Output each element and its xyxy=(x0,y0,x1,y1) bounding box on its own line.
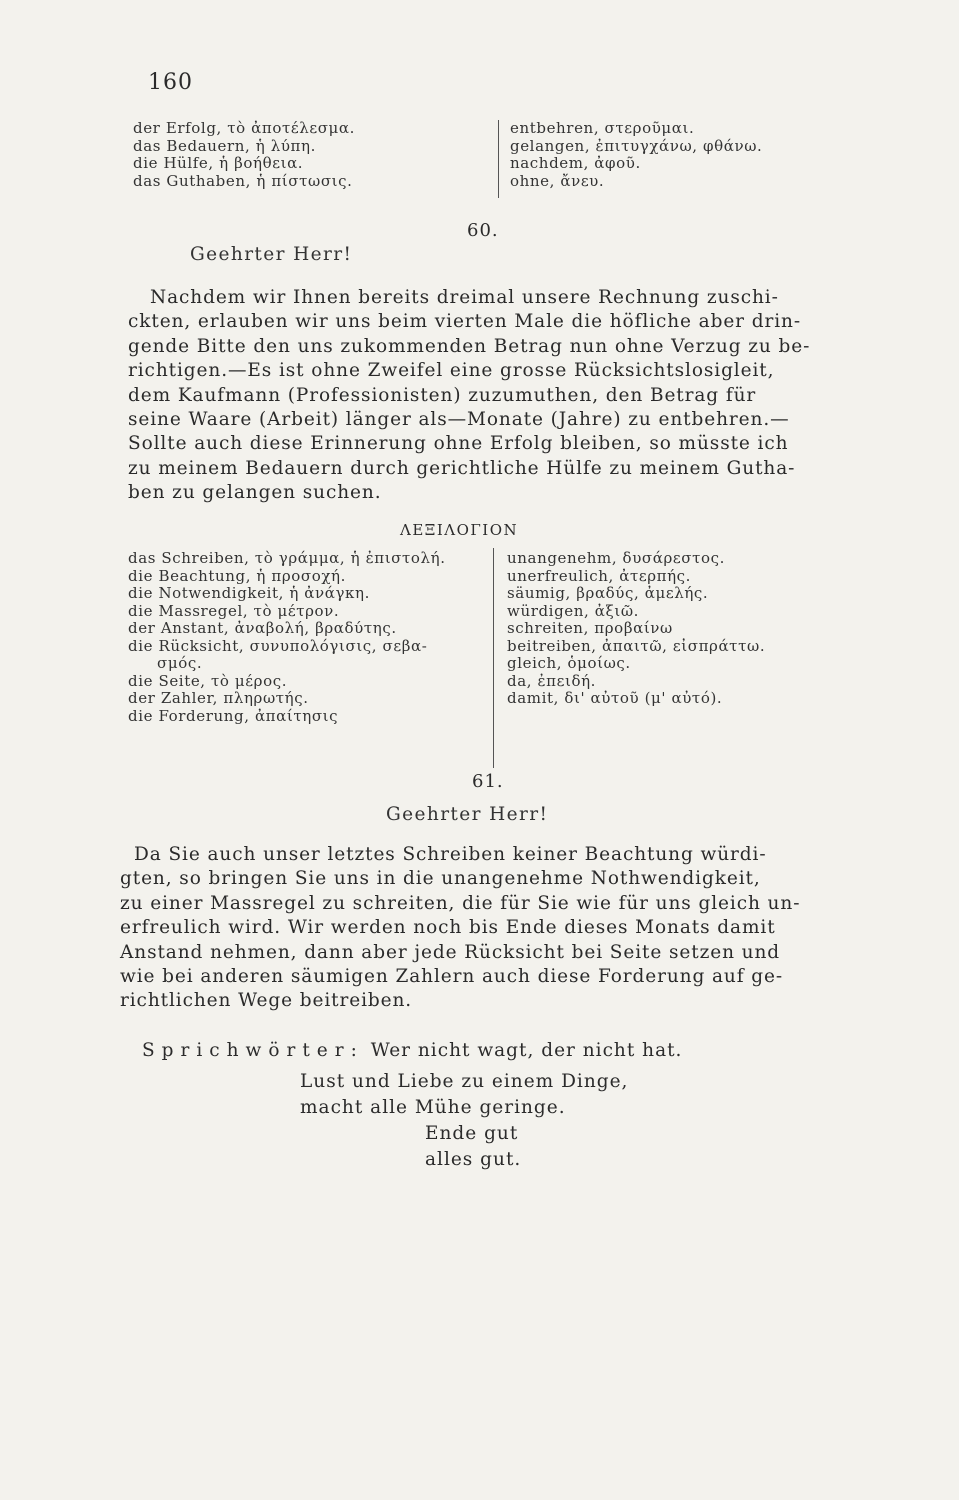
column-divider xyxy=(493,548,494,768)
text-line: Nachdem wir Ihnen bereits dreimal unsere Rechnung zuschi- xyxy=(150,287,779,308)
vocab-entry: die Massregel, τὸ μέτρον. xyxy=(128,601,340,620)
text-line: zu meinem Bedauern durch gerichtliche Hülfe zu meinem Gutha- xyxy=(128,457,796,479)
vocab-entry: beitreiben, ἀπαιτῶ, εἰσπράττω. xyxy=(507,636,766,655)
vocab-entry: die Seite, τὸ μέρος. xyxy=(128,671,288,690)
verse-line: Ende gut xyxy=(425,1123,519,1144)
vocab-entry: die Notwendigkeit, ἡ ἀνάγκη. xyxy=(128,584,370,602)
text-line: gende Bitte den uns zukommenden Betrag nun ohne Verzug zu be- xyxy=(128,335,811,357)
text-line: seine Waare (Arbeit) länger als—Monate (Jahre) zu entbehren.— xyxy=(128,409,790,431)
proverbs-line xyxy=(142,1040,682,1061)
salutation: Geehrter Herr! xyxy=(386,804,549,825)
vocab-entry: säumig, βραδύς, ἀμελής. xyxy=(507,584,709,602)
vocab-entry: das Bedauern, ἡ λύπη. xyxy=(133,136,316,155)
vocab-entry: die Rücksicht, συνυπολόγισις, σεβα- xyxy=(128,636,428,655)
vocab-entry: σμός. xyxy=(157,654,203,672)
vocab-entry: nachdem, ἀφοῦ. xyxy=(510,154,641,172)
text-line: ben zu gelangen suchen. xyxy=(128,482,382,504)
vocab-list-1-left xyxy=(133,120,355,190)
verse-line: Lust und Liebe zu einem Dinge, xyxy=(300,1071,629,1092)
vocab-entry: entbehren, στεροῦμαι. xyxy=(510,119,695,137)
vocab-entry: schreiten, προβαίνω xyxy=(507,619,673,637)
letter-number: 60. xyxy=(467,220,499,241)
text-line: zu einer Massregel zu schreiten, die für Sie wie für uns gleich un- xyxy=(120,892,801,914)
vocab-entry: gelangen, ἐπιτυγχάνω, φθάνω. xyxy=(510,136,763,155)
vocab-entry: die Forderung, ἀπαίτησις xyxy=(128,706,339,725)
proverb: Wer nicht wagt, der nicht hat. xyxy=(370,1040,683,1061)
letter-body-60 xyxy=(128,286,810,506)
vocab-entry: der Anstant, ἀναβολή, βραδύτης. xyxy=(128,619,397,637)
page-number: 160 xyxy=(148,70,193,95)
vocab-entry: ohne, ἄνευ. xyxy=(510,171,605,190)
lexikon-left xyxy=(128,550,446,725)
vocab-entry: die Hülfe, ἡ βοήθεια. xyxy=(133,154,304,172)
text-line: erfreulich wird. Wir werden noch bis Ende dieses Monats damit xyxy=(120,917,776,939)
vocab-entry: die Beachtung, ἡ προσοχή. xyxy=(128,566,347,585)
text-line: Anstand nehmen, dann aber jede Rücksicht bei Seite setzen und xyxy=(120,941,781,963)
vocab-entry: das Schreiben, τὸ γράμμα, ἡ ἐπιστολή. xyxy=(128,549,446,567)
vocab-entry: das Guthaben, ἡ πίστωσις. xyxy=(133,171,353,190)
text-line: ckten, erlauben wir uns beim vierten Male die höfliche aber drin- xyxy=(128,311,801,333)
vocab-list-1-right xyxy=(510,120,762,190)
text-line: dem Kaufmann (Professionisten) zuzumuthen, den Betrag für xyxy=(128,384,757,406)
vocab-entry: gleich, ὁμοίως. xyxy=(507,654,631,672)
letter-number: 61. xyxy=(472,771,504,792)
vocab-entry: würdigen, ἀξιῶ. xyxy=(507,601,640,620)
vocab-entry: der Zahler, πληρωτής. xyxy=(128,689,309,707)
vocab-entry: damit, δι' αὐτοῦ (μ' αὐτό). xyxy=(507,689,723,707)
lexikon-title: ΛΕΞΙΛΟΓΙΟΝ xyxy=(400,521,519,539)
proverb-verse xyxy=(425,1121,521,1173)
vocab-entry: da, ἐπειδή. xyxy=(507,671,597,690)
column-divider xyxy=(498,120,499,198)
text-line: Sollte auch diese Erinnerung ohne Erfolg bleiben, so müsste ich xyxy=(128,433,789,455)
vocab-entry: der Erfolg, τὸ ἀποτέλεσμα. xyxy=(133,119,356,137)
text-line: richtlichen Wege beitreiben. xyxy=(120,990,413,1012)
vocab-entry: unerfreulich, ἀτερπής. xyxy=(507,566,692,585)
text-line: wie bei anderen säumigen Zahlern auch diese Forderung auf ge- xyxy=(120,966,784,988)
proverb-verse xyxy=(300,1069,628,1121)
lexikon-right xyxy=(507,550,765,708)
text-line: Da Sie auch unser letztes Schreiben keiner Beachtung würdi- xyxy=(134,844,767,865)
verse-line: alles gut. xyxy=(425,1149,522,1170)
text-line: gten, so bringen Sie uns in die unangenehme Nothwendigkeit, xyxy=(120,868,761,890)
letter-body-61 xyxy=(120,843,800,1014)
salutation: Geehrter Herr! xyxy=(190,244,353,265)
verse-line: macht alle Mühe geringe. xyxy=(300,1097,566,1118)
text-line: richtigen.—Es ist ohne Zweifel eine grosse Rücksichtslosigleit, xyxy=(128,360,775,382)
proverbs-label: Sprichwörter: xyxy=(142,1040,364,1061)
vocab-entry: unangenehm, δυσάρεστος. xyxy=(507,549,726,567)
